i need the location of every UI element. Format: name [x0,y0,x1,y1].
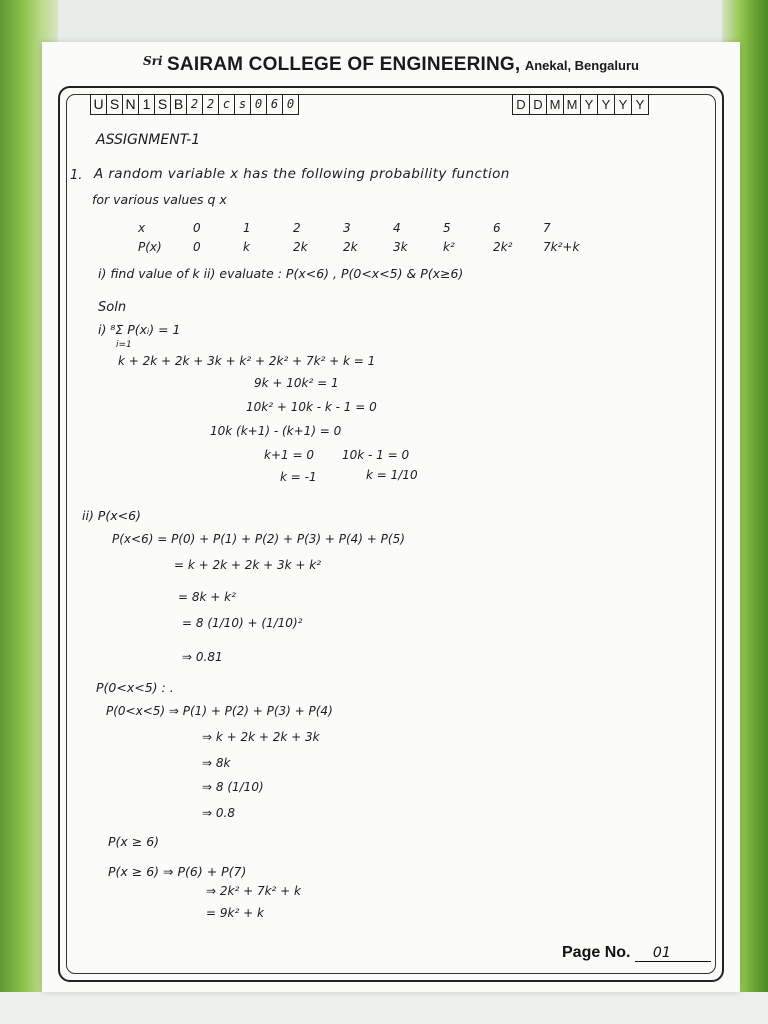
assignment-title: ASSIGNMENT-1 [96,132,201,148]
table-cell: 0 [193,220,201,235]
table-cell: 2 [293,220,301,235]
question-line-2: for various values q x [92,192,227,207]
usn-box: U [91,95,107,114]
usn-box: N [123,95,139,114]
solution-step: k = -1 [280,470,317,484]
solution-step: P(x ≥ 6) ⇒ P(6) + P(7) [108,864,247,879]
table-cell: 5 [443,220,451,235]
solution-step: 10k - 1 = 0 [342,448,410,462]
solution-step: i=1 [116,340,132,350]
solution-step: k = 1/10 [366,468,418,482]
solution-step: 10k (k+1) - (k+1) = 0 [210,424,342,438]
solution-step: = 8k + k² [178,590,236,604]
table-cell: 2k [293,239,308,254]
solution-step: ⇒ 8k [202,756,231,770]
date-boxes [512,94,649,115]
college-name: SAIRAM COLLEGE OF ENGINEERING, [167,54,521,75]
date-box: Y [598,95,615,114]
question-number: 1. [70,168,83,183]
solution-step: k + 2k + 2k + 3k + k² + 2k² + 7k² + k = 1 [118,354,376,368]
solution-step: 10k² + 10k - k - 1 = 0 [246,400,377,414]
usn-box: 1 [139,95,155,114]
usn-box: 2 [203,95,219,114]
college-header [42,54,740,76]
background-bottom [0,992,768,1024]
solution-part-heading: P(0<x<5) : . [96,680,174,695]
solution-label: Soln [98,300,127,315]
page-number-value: 01 [635,945,711,962]
solution-step: k+1 = 0 [264,448,314,462]
header-sri: Sri [143,54,163,68]
solution-part-heading: P(x ≥ 6) [108,834,160,849]
table-cell: P(x) [138,239,162,254]
table-cell: 7k²+k [543,239,580,254]
solution-step: = k + 2k + 2k + 3k + k² [174,558,322,572]
usn-box: S [107,95,123,114]
solution-step: = 8 (1/10) + (1/10)² [182,616,303,630]
usn-boxes [90,94,299,115]
table-cell: 1 [243,220,251,235]
usn-box: c [219,95,235,114]
usn-box: 2 [187,95,203,114]
date-box: Y [635,97,645,112]
solution-part-heading: ii) P(x<6) [82,508,141,523]
solution-step: 9k + 10k² = 1 [254,376,339,390]
table-row-x [138,218,593,237]
solution-step: ⇒ 8 (1/10) [202,780,264,794]
usn-box: B [171,95,187,114]
usn-box: S [155,95,171,114]
solution-step: ⇒ 0.81 [182,650,223,664]
table-cell: 3k [393,239,408,254]
solution-step: ⇒ 2k² + 7k² + k [206,884,301,898]
date-box: M [547,95,564,114]
table-row-p [138,237,593,256]
question-line-1: A random variable x has the following probability function [94,166,510,182]
usn-box: 0 [286,97,295,111]
solution-step: P(x<6) = P(0) + P(1) + P(2) + P(3) + P(4) + P(5) [112,532,405,546]
date-box: D [530,95,547,114]
usn-box: 0 [251,95,267,114]
table-cell: x [138,220,146,235]
date-box: Y [615,95,632,114]
date-box: M [564,95,581,114]
probability-table [138,218,593,256]
table-cell: 4 [393,220,401,235]
solution-step: ⇒ k + 2k + 2k + 3k [202,730,320,744]
page-number [562,944,711,962]
table-cell: 3 [343,220,351,235]
answer-sheet [42,42,740,992]
table-cell: k [243,239,250,254]
date-box: D [513,95,530,114]
table-cell: 7 [543,220,551,235]
solution-step: P(0<x<5) ⇒ P(1) + P(2) + P(3) + P(4) [106,704,333,718]
usn-box: 6 [267,95,283,114]
college-location: Anekal, Bengaluru [524,58,639,73]
table-cell: 6 [493,220,501,235]
question-parts: i) find value of k ii) evaluate : P(x<6) , P(0<x<5) & P(x≥6) [98,266,464,281]
page-number-label: Page No. [562,944,631,961]
table-cell: k² [443,239,455,254]
usn-box: s [235,95,251,114]
table-cell: 2k² [493,239,513,254]
table-cell: 2k [343,239,358,254]
table-cell: 0 [193,239,201,254]
solution-step: i) ⁸Σ P(xᵢ) = 1 [98,322,181,337]
date-box: Y [581,95,598,114]
solution-step: = 9k² + k [206,906,264,920]
solution-step: ⇒ 0.8 [202,806,235,820]
